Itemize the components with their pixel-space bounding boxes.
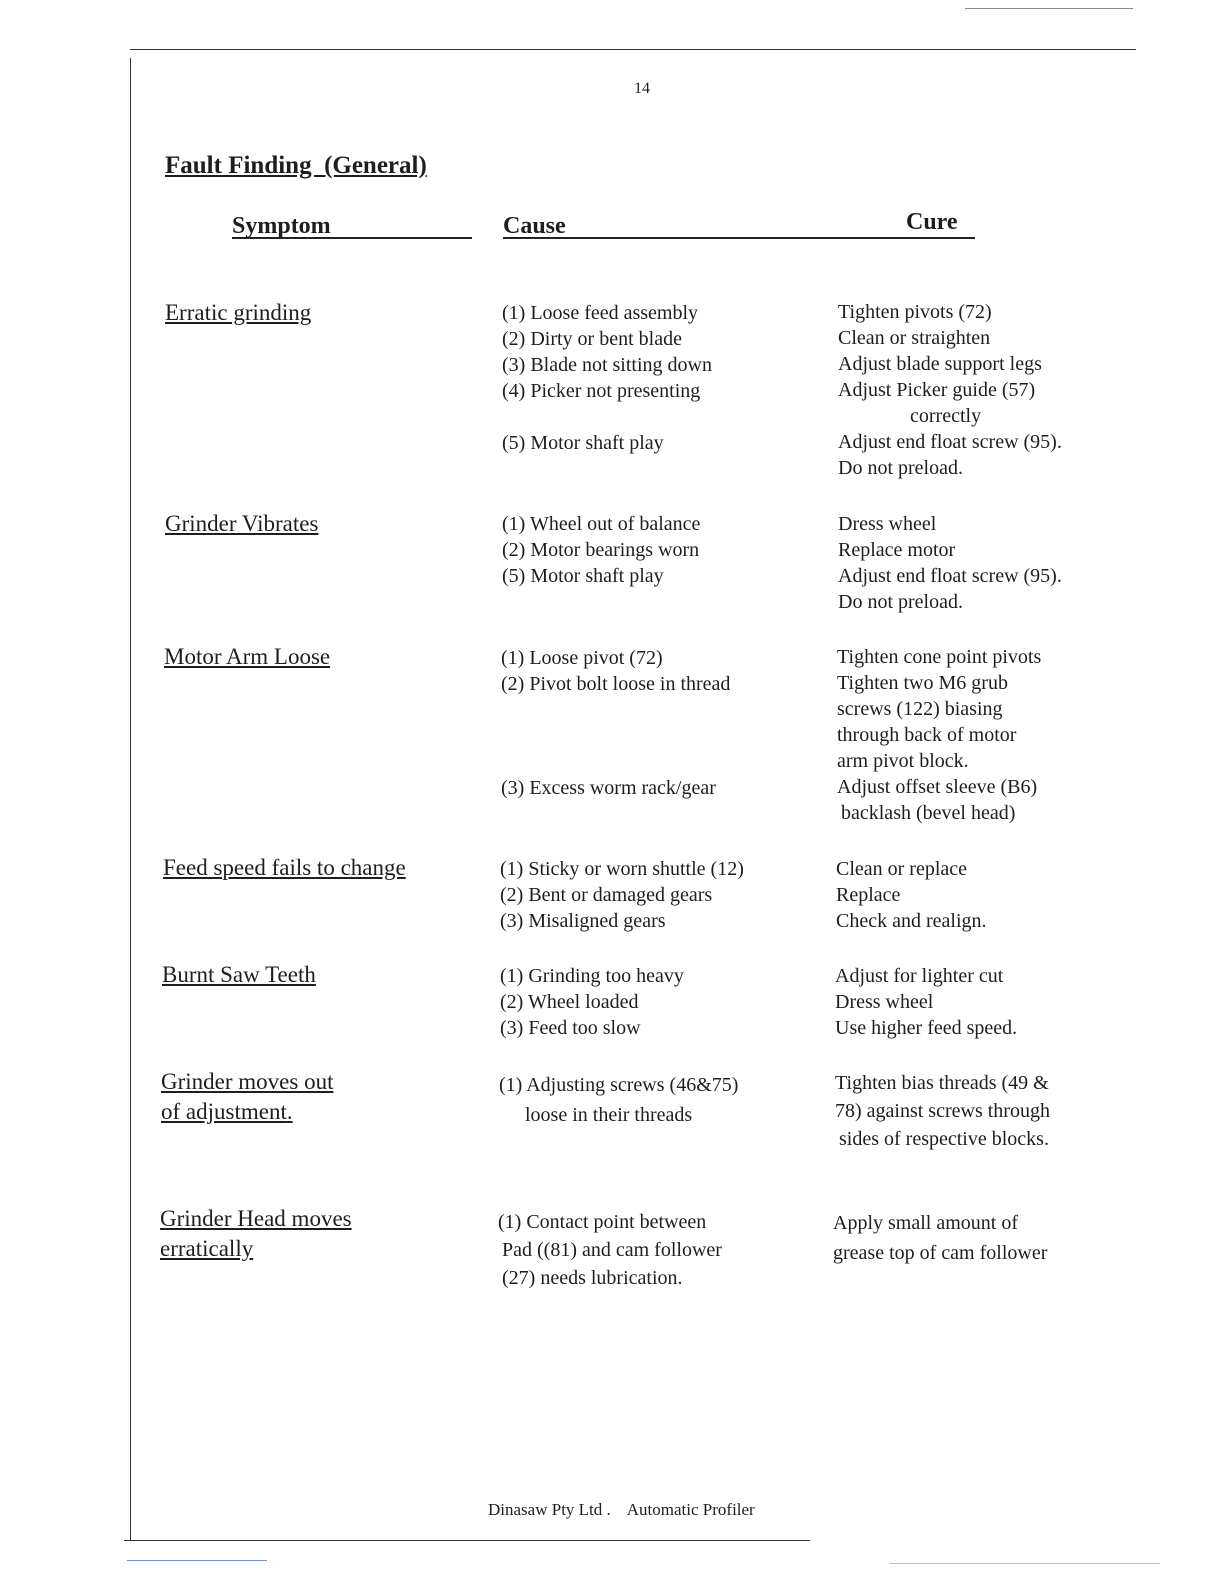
cure-list	[835, 1069, 1050, 1153]
cause-list	[499, 1070, 738, 1130]
spacer	[501, 723, 730, 749]
cause-item: (2) Motor bearings worn	[502, 539, 700, 561]
cure-item: Use higher feed speed.	[835, 1017, 1018, 1039]
symptom-line: erratically	[160, 1236, 254, 1261]
page-title: Fault Finding (General)	[165, 152, 427, 179]
cure-item: Adjust blade support legs	[838, 353, 1042, 375]
cure-list	[833, 1208, 1047, 1268]
header-cure: Cure	[906, 209, 958, 235]
cure-item: Dress wheel	[838, 513, 937, 535]
cure-item: Do not preload.	[838, 457, 963, 479]
cure-item: screws (122) biasing	[837, 698, 1003, 720]
cure-item: Apply small amount of	[833, 1212, 1018, 1234]
symptom-line: Grinder moves out	[161, 1069, 334, 1094]
cause-list	[502, 300, 712, 456]
cure-item: Dress wheel	[835, 991, 934, 1013]
header-cause: Cause	[503, 213, 566, 239]
footer-product: Automatic Profiler	[626, 1500, 755, 1519]
header-rule-symptom	[232, 237, 472, 239]
page-number: 14	[634, 80, 650, 97]
cause-item: (3) Blade not sitting down	[502, 354, 712, 376]
cure-item: Adjust Picker guide (57)	[838, 379, 1036, 401]
cause-item: (1) Sticky or worn shuttle (12)	[500, 858, 744, 880]
page-footer	[488, 1500, 755, 1520]
cure-list	[838, 299, 1062, 481]
cure-item: Adjust end float screw (95).	[838, 431, 1062, 453]
cure-item: Do not preload.	[838, 591, 963, 613]
cure-item: 78) against screws through	[835, 1100, 1050, 1122]
cure-item: Adjust end float screw (95).	[838, 565, 1062, 587]
frame-left-border	[130, 58, 131, 1541]
cause-item: (3) Feed too slow	[500, 1017, 641, 1039]
header-symptom: Symptom	[232, 213, 331, 239]
bottom-right-rule	[890, 1563, 1160, 1564]
footer-company: Dinasaw Pty Ltd .	[488, 1500, 611, 1519]
cause-list	[500, 856, 744, 934]
cure-item: through back of motor	[837, 724, 1017, 746]
cure-item: Tighten cone point pivots	[837, 646, 1042, 668]
cause-item: (5) Motor shaft play	[502, 432, 664, 454]
cure-item: correctly	[910, 405, 982, 427]
header-rule-cause-cure	[503, 237, 975, 239]
symptom-grinder-head-moves	[160, 1204, 352, 1264]
frame-top-border	[130, 49, 1136, 50]
cause-item: loose in their threads	[525, 1104, 693, 1126]
cure-list	[835, 963, 1017, 1041]
cause-list	[502, 511, 700, 589]
cause-item: (2) Dirty or bent blade	[502, 328, 682, 350]
symptom-line: of adjustment.	[161, 1099, 293, 1124]
cure-item: Adjust offset sleeve (B6)	[837, 776, 1038, 798]
cause-item: (4) Picker not presenting	[502, 380, 701, 402]
cure-item: arm pivot block.	[837, 750, 969, 772]
cause-item: (2) Wheel loaded	[500, 991, 639, 1013]
spacer	[502, 404, 712, 430]
cause-list	[500, 963, 684, 1041]
cause-item: (2) Bent or damaged gears	[500, 884, 713, 906]
symptom-feed-speed-fails: Feed speed fails to change	[163, 855, 406, 880]
cause-item: (2) Pivot bolt loose in thread	[501, 673, 731, 695]
symptom-line: Grinder Head moves	[160, 1206, 352, 1231]
cause-item: (1) Grinding too heavy	[500, 965, 684, 987]
cure-item: Replace motor	[838, 539, 956, 561]
cure-list	[837, 644, 1041, 826]
spacer	[501, 749, 730, 775]
cure-item: backlash (bevel head)	[841, 802, 1016, 824]
cure-list	[836, 856, 987, 934]
symptom-motor-arm-loose: Motor Arm Loose	[164, 644, 331, 669]
cause-item: Pad ((81) and cam follower	[502, 1239, 722, 1261]
top-right-rule	[965, 8, 1133, 9]
cause-list	[498, 1208, 722, 1292]
symptom-erratic-grinding: Erratic grinding	[165, 300, 312, 325]
cure-item: Replace	[836, 884, 901, 906]
cause-item: (1) Wheel out of balance	[502, 513, 701, 535]
cause-item: (1) Loose feed assembly	[502, 302, 699, 324]
cure-item: grease top of cam follower	[833, 1242, 1048, 1264]
bottom-left-rule	[127, 1560, 267, 1561]
cure-item: Adjust for lighter cut	[835, 965, 1004, 987]
frame-bottom-border	[124, 1540, 810, 1541]
symptom-burnt-saw-teeth: Burnt Saw Teeth	[162, 962, 316, 987]
cause-item: (3) Misaligned gears	[500, 910, 666, 932]
cure-item: Check and realign.	[836, 910, 987, 932]
spacer	[501, 697, 730, 723]
cure-item: Tighten two M6 grub	[837, 672, 1008, 694]
cure-item: Clean or replace	[836, 858, 968, 880]
cure-item: Clean or straighten	[838, 327, 991, 349]
cause-item: (5) Motor shaft play	[502, 565, 664, 587]
symptom-grinder-vibrates: Grinder Vibrates	[165, 511, 319, 536]
cause-item: (1) Contact point between	[498, 1211, 707, 1233]
cure-item: sides of respective blocks.	[839, 1128, 1049, 1150]
cause-item: (1) Adjusting screws (46&75)	[499, 1074, 739, 1096]
cure-list	[838, 511, 1062, 615]
cause-item: (1) Loose pivot (72)	[501, 647, 663, 669]
cause-item: (3) Excess worm rack/gear	[501, 777, 716, 799]
cause-item: (27) needs lubrication.	[502, 1267, 683, 1289]
symptom-grinder-moves-out	[161, 1067, 333, 1127]
cure-item: Tighten pivots (72)	[838, 301, 992, 323]
cause-list	[501, 645, 730, 801]
cure-item: Tighten bias threads (49 &	[835, 1072, 1049, 1094]
